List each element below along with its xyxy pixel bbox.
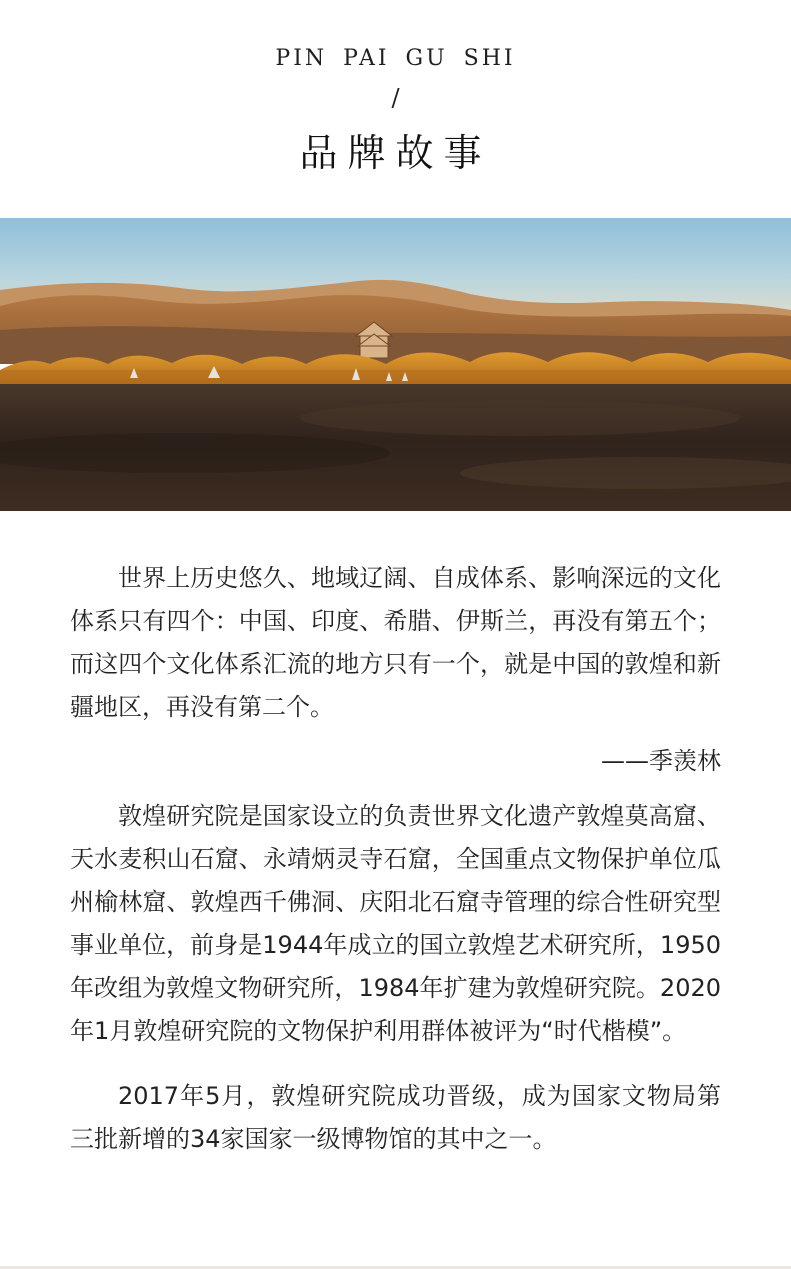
pinyin-heading: PIN PAI GU SHI: [275, 46, 516, 71]
page-title: 品牌故事: [299, 131, 492, 175]
institute-paragraph: 敦煌研究院是国家设立的负责世界文化遗产敦煌莫高窟、天水麦积山石窟、永靖炳灵寺石窟，全国重点文物保护单位瓜州榆林窟、敦煌西千佛洞、庆阳北石窟寺管理的综合性研究型事业单位，前身是1944年成立的国立敦煌艺术研究所，1950年改组为敦煌文物研究所，1984年扩建为敦煌研究院。2020年1月敦煌研究院的文物保护利用群体被评为“时代楷模”。: [70, 802, 721, 1045]
quote-attribution: ——季羡林: [601, 747, 721, 775]
desert-landscape-photo: [0, 218, 791, 511]
article-body: [70, 557, 721, 1161]
landscape-illustration: [0, 218, 791, 511]
brand-story-header: [0, 0, 791, 200]
museum-paragraph: 2017年5月，敦煌研究院成功晋级，成为国家文物局第三批新增的34家国家一级博物馆的其中之一。: [70, 1082, 721, 1153]
quote-paragraph: 世界上历史悠久、地域辽阔、自成体系、影响深远的文化体系只有四个：中国、印度、希腊、伊斯兰，再没有第五个；而这四个文化体系汇流的地方只有一个，就是中国的敦煌和新疆地区，再没有第二个。: [70, 564, 721, 721]
heading-divider: /: [391, 84, 400, 112]
